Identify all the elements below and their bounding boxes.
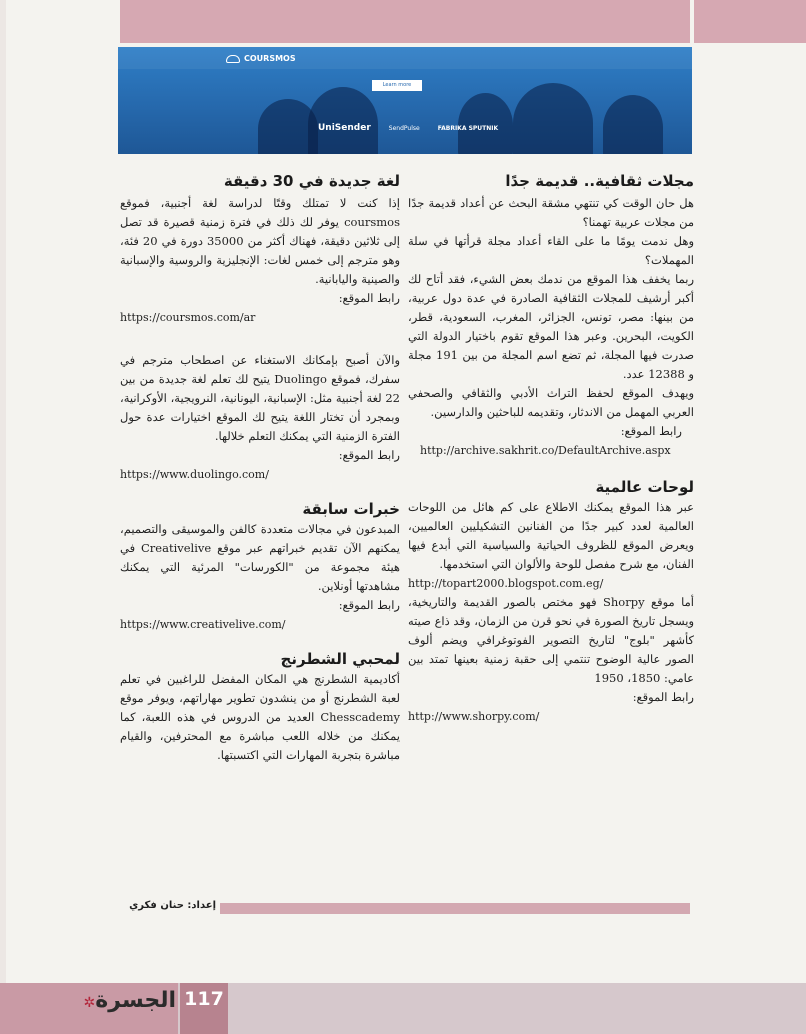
heading-new-language: لغة جديدة في 30 دقيقة xyxy=(223,172,400,190)
paragraph: عبر هذا الموقع يمكنك الاطلاع على كم هائل من اللوحات العالمية لعدد كبير جدًا من الفنانين التشكيليين العالميين، ويعرض الموقع للظروف الحياتية والسياسية التي أبدع فيها الفنان، مع شرح مفصل للوحة والألوان التي استخدمها. xyxy=(408,500,694,571)
link-label: رابط الموقع: xyxy=(338,448,400,462)
creativelive-link[interactable]: https://www.creativelive.com/ xyxy=(120,618,286,631)
paragraph: ربما يخفف هذا الموقع من ندمك بعض الشيء، فقد أتاح لك أكبر أرشيف للمجلات الثقافية الصادرة في عدة دول عربية، من بينها: مصر، تونس، الجزائر، المغرب، السعودية، قطر، الكويت، البحرين. وعبر هذا الموقع تقوم باختيار الدولة التي صدرت فيها المجلة، ثم تضع اسم المجلة من بين 191 مجلة و 12388 عدد. xyxy=(408,272,694,381)
link-label: رابط الموقع: xyxy=(632,690,694,704)
cap-icon xyxy=(226,55,240,63)
page-edge xyxy=(0,0,6,1034)
magazine-logo: الجسرة✲ xyxy=(83,988,176,1013)
partner-fabrika: FABRIKA SPUTNIK xyxy=(437,124,499,132)
left-column xyxy=(120,172,400,765)
link-label: رابط الموقع: xyxy=(338,598,400,612)
paragraph: المبدعون في مجالات متعددة كالفن والموسيقى والتصميم، يمكنهم الآن تقديم خبراتهم عبر موقع Creativelive في هيئة مجموعة من "الكورسات" المرئية التي يمكنك مشاهدتها أونلاين. xyxy=(120,522,400,593)
credit-bar xyxy=(220,903,690,914)
paragraph: أكاديمية الشطرنج هي المكان المفضل للراغبين في تعلم لعبة الشطرنج أو من ينشدون تطوير مهاراتهم، ويوفر موقع Chesscademy العديد من الدروس في هذه اللعبة، كما يمكنك من خلاله اللعب مباشرة مع المحترفين، والقيام مباشرة بتجربة المهارات التي اكتسبتها. xyxy=(120,672,400,762)
right-column xyxy=(408,172,694,726)
link-label: رابط الموقع: xyxy=(620,424,682,438)
duolingo-link[interactable]: https://www.duolingo.com/ xyxy=(120,468,269,481)
star-icon: ✲ xyxy=(83,995,96,1011)
link-label: رابط الموقع: xyxy=(338,291,400,305)
shorpy-link[interactable]: http://www.shorpy.com/ xyxy=(408,710,540,723)
coursmos-screenshot xyxy=(118,47,692,154)
heading-cultural-magazines: مجلات ثقافية.. قديمة جدًا xyxy=(505,172,694,190)
paragraph: أما موقع Shorpy فهو مختص بالصور القديمة والتاريخية، ويسجل تاريخ الصورة في نحو قرن من الزمان، وقد ذاع صيته كأشهر "بلوج" لتاريخ التصوير الفوتوغرافي ويضم ألوف الصور عالية الوضوح تنتمي إلى حقبة زمنية بعينها تمتد بين عامي: 1850، 1950 xyxy=(408,595,695,685)
header-band xyxy=(120,0,690,43)
paragraph: إذا كنت لا تمتلك وقتًا لدراسة لغة أجنبية، فموقع coursmos يوفر لك ذلك في فترة زمنية قصيرة قد تصل إلى ثلاثين دقيقة، فهناك أكثر من 35000 دورة في 20 فئة، وهو مترجم إلى خمس لغات: الإنجليزية والروسية والإسبانية والصينية واليابانية. xyxy=(120,196,400,286)
paragraph: هل حان الوقت كي تنتهي مشقة البحث عن أعداد قديمة جدًا من مجلات عربية تهمنا؟ xyxy=(408,196,694,229)
site-nav xyxy=(118,47,692,69)
partner-sendpulse: SendPulse xyxy=(388,124,420,132)
partner-unisender: UniSender xyxy=(318,123,371,133)
paragraph: والآن أصبح بإمكانك الاستغناء عن اصطحاب مترجم في سفرك، فموقع Duolingo يتيح لك تعلم لغة جديدة من بين 22 لغة أجنبية مثل: الإسبانية، اليونانية، النرويجية، الأوكرانية، وبمجرد أن تختار اللغة يتيح لك الموقع اختيارات عدة حول الفترة الزمنية التي يمكنك التعلم خلالها. xyxy=(120,353,400,443)
heading-chess-lovers: لمحبي الشطرنج xyxy=(280,650,400,668)
coursmos-logo: COURSMOS xyxy=(226,54,296,63)
learn-more-button[interactable]: Learn more xyxy=(372,80,422,91)
author-credit: إعداد: حنان فكري xyxy=(129,900,216,911)
heading-world-paintings: لوحات عالمية xyxy=(595,478,694,496)
topart-link[interactable]: http://topart2000.blogspot.com.eg/ xyxy=(408,577,604,590)
heading-previous-experience: خبرات سابقة xyxy=(302,500,400,518)
coursmos-link[interactable]: https://coursmos.com/ar xyxy=(120,311,256,324)
paragraph: وهل ندمت يومًا ما على القاء أعداد مجلة قرأتها في سلة المهملات؟ xyxy=(408,234,694,267)
archive-link[interactable]: http://archive.sakhrit.co/DefaultArchive.aspx xyxy=(420,444,671,457)
header-band-corner xyxy=(694,0,806,43)
page-number: 117 xyxy=(180,983,228,1034)
partner-logos xyxy=(318,123,498,133)
paragraph: ويهدف الموقع لحفظ التراث الأدبي والثقافي والصحفي العربي المهمل من الاندثار، وتقديمه للباحثين والدارسين. xyxy=(408,386,694,419)
